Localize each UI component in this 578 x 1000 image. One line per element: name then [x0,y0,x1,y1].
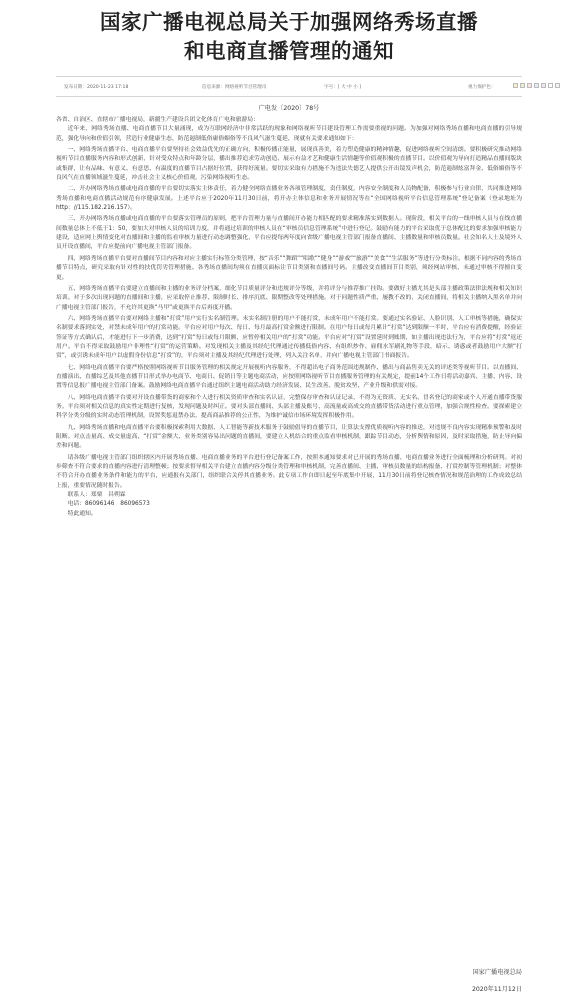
font-size-control: 字号：[ 大 中 小 ] [324,85,362,90]
title-line-2: 和电商直播管理的通知 [184,39,394,63]
color-swatch-2[interactable] [520,83,525,88]
document-body [56,116,522,519]
paragraph-4: 四、网络秀场直播平台要对直播间节目内容和对应主播实行标签分类管理，按“音乐”“舞蹈”“唱歌”“健身”“游戏”“旅游”“美食”“生活服务”等进行分类标注。根据不同内容的秀场直播节目特点，研究采取有针对性的扶优罚劣管理措施。各秀场直播间均须在直播页面标注节目类别和直播间号码。主播改变直播间节目类别，须经网站审核，未通过审核不得擅自变更。 [56,255,522,281]
sign-date: 2020年11月12日 [471,986,522,993]
contact-person: 联系人：郑栗 昌朔霖 [67,492,126,499]
paragraph-closing-request: 请各级广播电视主管部门组织辖区内开展秀场直播、电商直播业务的平台进行登记备案工作，按照本通知要求对已开展的秀场直播、电商直播业务进行全面梳理和分析研判。对初步筛查不符合要求的直播内容进行清理整顿；按要求督导相关平台建立直播内容分级分类管理和审核机制，完善直播间、主播、审核员数量的结构报备、打赏控制等管理机制；对整体不符合开办直播业务条件和能力的平台，应通报有关部门，组织联合关停其直播业务。此专项工作自即日起至年底集中开展，11月30日前将登记核查情况和规范治理的工作成效总结上报，重要情况随时报告。 [56,454,522,489]
info-source: 信息来源：网络视听节目管理司 [202,85,267,90]
title-line-1: 国家广播电视总局关于加强网络秀场直播 [100,10,478,34]
font-small-button[interactable]: 小 [353,85,358,90]
font-large-button[interactable]: 大 [341,85,346,90]
paragraph-2: 二、开办网络秀场直播或电商直播的平台要切实落实主体责任，着力健全网络直播业务各项管理制度，责任制度，内容安全制度和人员物配备，积极参与行业自律，共同推进网络秀场直播和电商直播活动规范有序健康发展。上述平台应于2020年11月30日前，将开办主体信息和业务开展情况等在“全国网络视听平台信息管理系统”登记备案（登录地址为http：//115.182.216.157）。 [56,186,522,212]
eye-care-swatches [513,83,560,88]
eye-care-color-label: 视力保护色： [468,85,496,90]
paragraph-1: 一、网络秀场直播平台、电商直播平台要坚持社会效益优先的正确方向，积极传播正能量，展现真善美，着力塑造健康的精神情趣，促进网络视听空间清朗。要积极研究推动网络视听节目直播服务内容和形式创新，针对受众特点和年龄分层，播出推荐追求劳动创造、展示有益才艺和健康生活情趣等价值观积极的直播节目。以价值观为导向打造精品直播间版块或集群，让有品味、有意义、有意思、有温度的直播节目占据好位置，获得好流量。要切实采取有力措施不为违法失德艺人提供公开出镜发声机会，防范遏制炫富拜金、低俗媚俗等不良风气在直播领域滋生蔓延，冲击社会主义核心价值观，污染网络视听生态。 [56,147,522,182]
color-swatch-4[interactable] [534,83,539,88]
publish-date: 发布日期：2020-11-23 17:18 [64,85,129,90]
paragraph-8: 八、网络电商直播平台要对开设直播带货的商家和个人进行相关资质审查和实名认证，完整保存审查和认证记录，不得为无资质、无实名、冒名登记的商家或个人开通直播带货服务。平台须对相关信息的真实性定期进行复核，发现问题及时纠正。要对头部直播间、头部主播及账号、高流量或高成交的直播带货活动进行重点管理，加强合规性检查。要探索建立科学分类分级的实时动态管理机制，设置奖惩退禁办法，提高商品推荐的公正性，为维护诚信市场环境发挥积极作用。 [56,394,522,420]
color-swatch-5[interactable] [541,83,546,88]
color-swatch-1[interactable] [513,83,518,88]
paragraph-5: 五、网络秀场直播平台要建立直播间和主播的业务评分档案，细化节目质量评分和违规评分等级，并将评分与推荐推广挂钩。要做好主播尤其是头部主播政策法律法规和相关知识培训。对于多次出现问题的直播间和主播，应采取停止推荐、限制时长、排序沉底、限期整改等处理措施。对于问题性质严重、屡教不改的，关闭直播间，将相关主播纳入黑名单并向广播电视主管部门报告，不允许其更换“马甲”或更换平台后再度开播。 [56,285,522,311]
color-swatch-6[interactable] [548,83,553,88]
contact-phone: 电话：86096146 86096573 [67,501,150,508]
paragraph-9: 九、网络秀场直播和电商直播平台要积极探索利用大数据、人工智能等新技术服务于鼓励倡导的直播节目，让算法支撑优质视听内容的推送，对违规不良内容实现精准预警和及时阻断。对点击量高、成交量虚高、“打赏”金额大、业务类别容易出问题的直播间，要建立人机结合的重点监看审核机制，跟踪节目动态，分析舆情和原因，及时采取措施，防止导向偏差和问题。 [56,424,522,450]
paragraph-6: 六、网络秀场直播平台要对网络主播和“打赏”用户实行实名制管理。未实名制注册的用户不能打赏，未成年用户不能打赏。要通过实名验证、人脸识别、人工审核等措施，确保实名制要求落到实处，对禁未成年用户的打赏功能。平台应对用户每次、每日、每月最高打赏金额进行限制。在用户每日或每月累计“打赏”达到限额一半时，平台应有消费提醒，经验证签证等方式确认后，才能进行下一步消费，达到“打赏”每日或每月限额，应暂停相关用户的“打赏”功能。平台应对“打赏”设置延时到账期，如主播出现违法行为，平台应将“打赏”返还用户。平台不得采取鼓励用户非理性“打赏”的运营策略。对发现相关主播及其经纪代理通过传播低俗内容、有组织炒作、雇佣水军刷礼物等手段，暗示、诱惑或者鼓励用户大额“打赏”，或引诱未成年用户以虚假身份信息“打赏”的，平台须对主播及其经纪代理进行处理，列入关注名单，并向广播电视主管部门书面报告。 [56,315,522,360]
paragraph-intro: 近年来，网络秀场直播、电商直播节目大量涌现，成为互联网经济中非常活跃的现象和网络视听节目建设管理工作需要重视的问题。为加强对网络秀场直播和电商直播的引导规范，强化导向和价值引领，营造行业健康生态，防范遏制低俗庸俗媚俗等不良风气滋生蔓延，现就有关要求通知如下： [56,126,522,142]
color-swatch-7[interactable] [555,83,560,88]
document-number: 广电发〔2020〕78号 [258,105,320,112]
color-swatch-3[interactable] [527,83,532,88]
paragraph-7: 七、网络电商直播平台要严格按照网络视听节目服务管理的相关规定开展视听内容服务，不得超出电子商务范围违规制作、播出与商品售卖无关的评述类等视听节目。以直播间、直播演出、直播综艺及其他直播节目形式举办电商节、电商日、促销日等主题电商活动，应按照网络视听节目直播服务管理的有关规定，提前14个工作日将活动嘉宾、主播、内容、设置等信息报广播电视主管部门备案。鼓励网络电商直播平台通过组织主题电商活动助力经济发展、民生改善、脱贫攻坚、产业升级和供需对接。 [56,364,522,390]
page-title [56,0,522,66]
article-meta-bar [56,76,522,97]
salutation: 各省、自治区、直辖市广播电视局，新疆生产建设兵团文化体育广电和旅游局： [56,117,259,123]
font-size-label: 字号： [324,85,338,90]
font-medium-button[interactable]: 中 [347,85,352,90]
paragraph-3: 三、开办网络秀场直播或电商直播的平台要落实管理员的原则，把平台管理力量与直播间开办能力相匹配的要求精准落实到数据人。现阶段，相关平台的一线审核人员与在线直播间数量总体上不低于1：50，要加大对审核人员的培训力度，并将通过培训的审核人员在“审核员信息管理系统”中进行登记。鼓励有能力的平台采取优于总体配比的要求加强审核能力建设，适应网上舆情变化对直播间和主播的监看审核力量进行动态调整强化，平台应提每两年度向省级广播电视主管部门报备直播间、主播数量和审核员数量。社会知名人士及境外人员开设直播间，平台应提前向广播电视主管部门报备。 [56,216,522,251]
closing-line: 特此通知。 [67,510,97,517]
signer: 国家广播电视总局 [472,969,522,976]
